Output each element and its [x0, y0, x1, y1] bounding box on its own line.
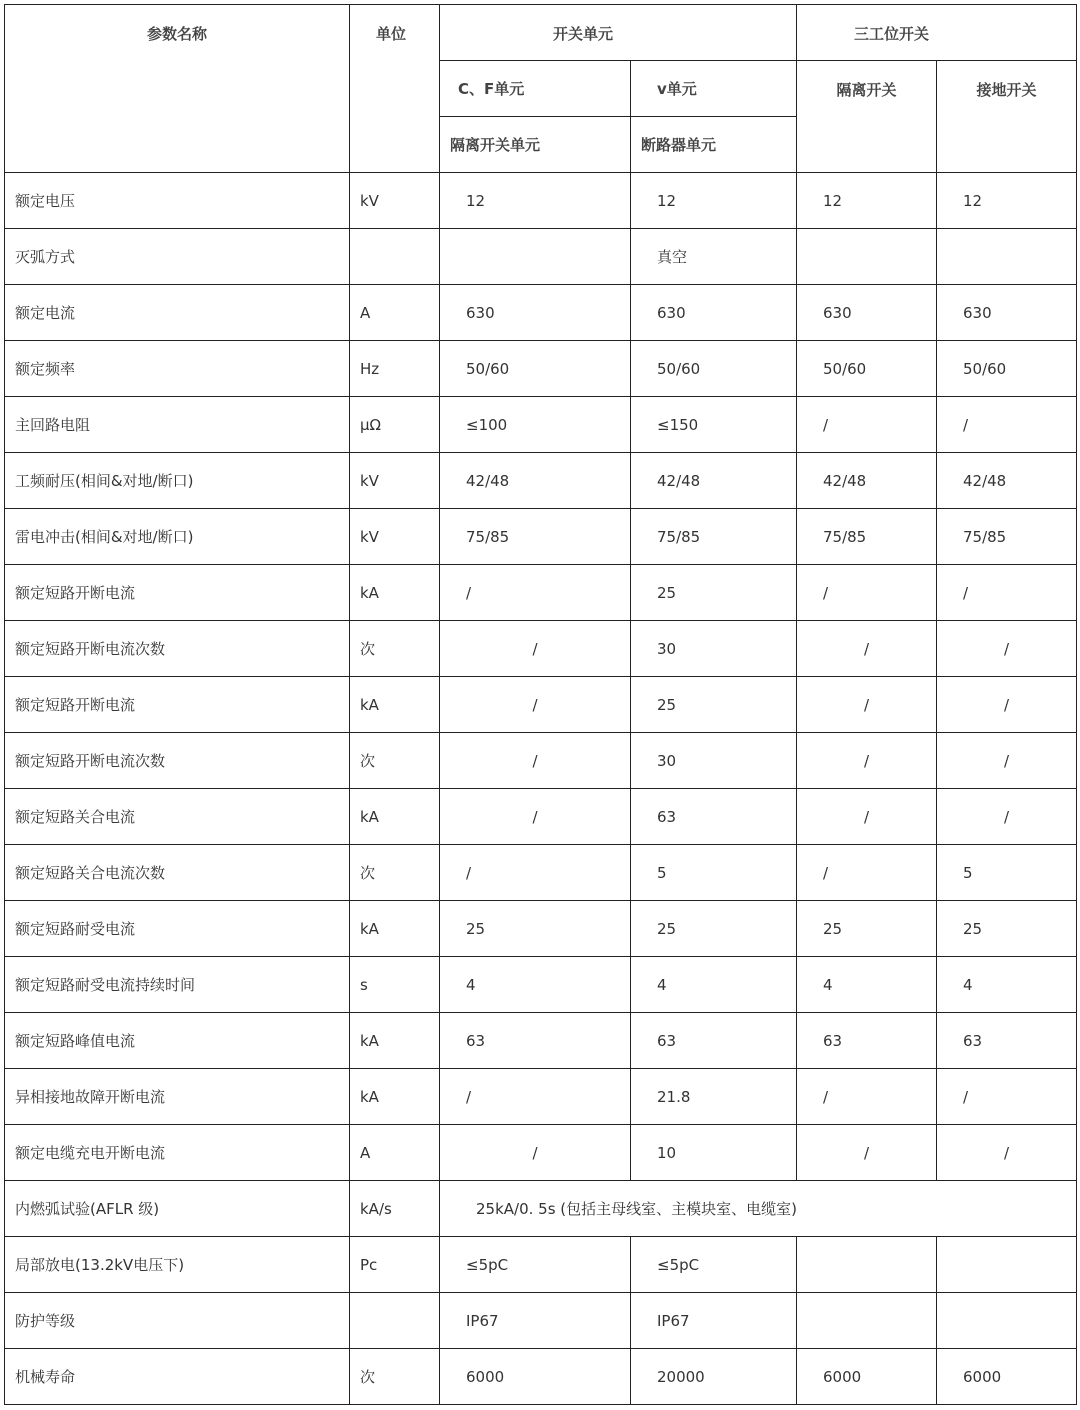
header-param-name: 参数名称: [5, 5, 350, 173]
row-isolator-value: /: [797, 789, 937, 845]
row-unit: μΩ: [350, 397, 440, 453]
table-row: [5, 397, 1077, 453]
row-v-value: 30: [631, 733, 797, 789]
row-earthing-value: /: [937, 789, 1077, 845]
table-row: [5, 173, 1077, 229]
header-earthing-switch: 接地开关: [937, 61, 1077, 173]
table-row: [5, 957, 1077, 1013]
table-row: [5, 901, 1077, 957]
row-parameter-name: 灭弧方式: [5, 229, 350, 285]
row-cf-value: /: [440, 1069, 631, 1125]
table-row: [5, 1013, 1077, 1069]
row-cf-value: 630: [440, 285, 631, 341]
row-unit: A: [350, 285, 440, 341]
table-row: [5, 1181, 1077, 1237]
row-isolator-value: /: [797, 565, 937, 621]
row-unit: [350, 229, 440, 285]
table-row: [5, 1237, 1077, 1293]
row-unit: 次: [350, 621, 440, 677]
table-row: [5, 1069, 1077, 1125]
table-row: [5, 341, 1077, 397]
row-cf-value: ≤100: [440, 397, 631, 453]
row-cf-value: ≤5pC: [440, 1237, 631, 1293]
row-isolator-value: 630: [797, 285, 937, 341]
row-v-value: 30: [631, 621, 797, 677]
row-isolator-value: 4: [797, 957, 937, 1013]
row-parameter-name: 主回路电阻: [5, 397, 350, 453]
row-isolator-value: 63: [797, 1013, 937, 1069]
row-unit: A: [350, 1125, 440, 1181]
row-isolator-value: 6000: [797, 1349, 937, 1405]
table-row: [5, 845, 1077, 901]
row-isolator-value: 12: [797, 173, 937, 229]
row-earthing-value: /: [937, 397, 1077, 453]
row-earthing-value: 25: [937, 901, 1077, 957]
row-earthing-value: 630: [937, 285, 1077, 341]
row-unit: kA: [350, 901, 440, 957]
row-unit: kV: [350, 173, 440, 229]
row-unit: kA/s: [350, 1181, 440, 1237]
row-earthing-value: [937, 1293, 1077, 1349]
row-cf-value: 50/60: [440, 341, 631, 397]
row-cf-value: [440, 229, 631, 285]
table-row: [5, 565, 1077, 621]
row-unit: kA: [350, 677, 440, 733]
row-unit: kA: [350, 565, 440, 621]
row-v-value: 20000: [631, 1349, 797, 1405]
row-unit: 次: [350, 845, 440, 901]
row-v-value: 25: [631, 565, 797, 621]
row-isolator-value: /: [797, 1069, 937, 1125]
row-earthing-value: 42/48: [937, 453, 1077, 509]
row-unit: kV: [350, 509, 440, 565]
row-v-value: 21.8: [631, 1069, 797, 1125]
row-earthing-value: /: [937, 677, 1077, 733]
row-cf-value: 42/48: [440, 453, 631, 509]
row-v-value: ≤5pC: [631, 1237, 797, 1293]
row-parameter-name: 局部放电(13.2kV电压下): [5, 1237, 350, 1293]
row-cf-value: 63: [440, 1013, 631, 1069]
row-unit: kA: [350, 1069, 440, 1125]
row-parameter-name: 额定短路峰值电流: [5, 1013, 350, 1069]
row-v-value: 630: [631, 285, 797, 341]
row-unit: kA: [350, 789, 440, 845]
row-merged-value: 25kA/0. 5s (包括主母线室、主模块室、电缆室): [440, 1181, 1077, 1237]
row-earthing-value: /: [937, 1069, 1077, 1125]
row-v-value: 真空: [631, 229, 797, 285]
row-isolator-value: /: [797, 845, 937, 901]
row-parameter-name: 额定短路开断电流: [5, 565, 350, 621]
row-unit: 次: [350, 733, 440, 789]
row-unit: kA: [350, 1013, 440, 1069]
row-cf-value: /: [440, 733, 631, 789]
header-v-unit: v单元: [631, 61, 797, 117]
table-row: [5, 1293, 1077, 1349]
row-v-value: 25: [631, 677, 797, 733]
row-cf-value: /: [440, 565, 631, 621]
row-parameter-name: 防护等级: [5, 1293, 350, 1349]
row-cf-value: /: [440, 845, 631, 901]
row-earthing-value: 6000: [937, 1349, 1077, 1405]
row-unit: Hz: [350, 341, 440, 397]
row-isolator-value: /: [797, 677, 937, 733]
row-isolator-value: [797, 229, 937, 285]
row-isolator-value: /: [797, 397, 937, 453]
row-isolator-value: 42/48: [797, 453, 937, 509]
row-v-value: 5: [631, 845, 797, 901]
table-row: [5, 677, 1077, 733]
row-v-value: 42/48: [631, 453, 797, 509]
row-earthing-value: 50/60: [937, 341, 1077, 397]
table-row: [5, 733, 1077, 789]
row-cf-value: /: [440, 621, 631, 677]
row-isolator-value: /: [797, 621, 937, 677]
row-cf-value: 12: [440, 173, 631, 229]
row-earthing-value: [937, 1237, 1077, 1293]
row-v-value: IP67: [631, 1293, 797, 1349]
row-cf-value: 25: [440, 901, 631, 957]
row-isolator-value: 75/85: [797, 509, 937, 565]
row-cf-value: 6000: [440, 1349, 631, 1405]
row-earthing-value: 12: [937, 173, 1077, 229]
row-isolator-value: /: [797, 733, 937, 789]
row-parameter-name: 雷电冲击(相间&对地/断口): [5, 509, 350, 565]
row-parameter-name: 额定短路耐受电流: [5, 901, 350, 957]
row-parameter-name: 机械寿命: [5, 1349, 350, 1405]
header-isolator-unit: 隔离开关单元: [440, 117, 631, 173]
row-earthing-value: 75/85: [937, 509, 1077, 565]
row-unit: kV: [350, 453, 440, 509]
table-row: [5, 789, 1077, 845]
row-earthing-value: /: [937, 733, 1077, 789]
row-earthing-value: [937, 229, 1077, 285]
table-row: [5, 1125, 1077, 1181]
row-v-value: 75/85: [631, 509, 797, 565]
row-v-value: 25: [631, 901, 797, 957]
row-unit: Pc: [350, 1237, 440, 1293]
header-three-position-switch: 三工位开关: [797, 5, 1077, 61]
row-v-value: 63: [631, 789, 797, 845]
row-parameter-name: 额定短路关合电流次数: [5, 845, 350, 901]
row-earthing-value: 4: [937, 957, 1077, 1013]
table-row: [5, 453, 1077, 509]
row-parameter-name: 额定短路开断电流: [5, 677, 350, 733]
header-cf-unit: C、F单元: [440, 61, 631, 117]
row-isolator-value: 50/60: [797, 341, 937, 397]
row-parameter-name: 额定短路开断电流次数: [5, 621, 350, 677]
row-parameter-name: 额定短路开断电流次数: [5, 733, 350, 789]
table-row: [5, 229, 1077, 285]
table-row: [5, 285, 1077, 341]
row-v-value: 50/60: [631, 341, 797, 397]
row-isolator-value: [797, 1293, 937, 1349]
row-parameter-name: 额定电压: [5, 173, 350, 229]
row-earthing-value: /: [937, 565, 1077, 621]
row-isolator-value: /: [797, 1125, 937, 1181]
row-parameter-name: 额定短路关合电流: [5, 789, 350, 845]
row-v-value: 4: [631, 957, 797, 1013]
table-row: [5, 509, 1077, 565]
row-v-value: 63: [631, 1013, 797, 1069]
row-earthing-value: 5: [937, 845, 1077, 901]
table-row: [5, 1349, 1077, 1405]
row-v-value: 12: [631, 173, 797, 229]
row-earthing-value: /: [937, 1125, 1077, 1181]
row-unit: 次: [350, 1349, 440, 1405]
row-cf-value: /: [440, 789, 631, 845]
header-breaker-unit: 断路器单元: [631, 117, 797, 173]
parameter-table: [4, 4, 1077, 1405]
row-v-value: ≤150: [631, 397, 797, 453]
row-parameter-name: 额定频率: [5, 341, 350, 397]
row-isolator-value: [797, 1237, 937, 1293]
header-switch-unit: 开关单元: [440, 5, 797, 61]
row-unit: [350, 1293, 440, 1349]
row-cf-value: IP67: [440, 1293, 631, 1349]
row-parameter-name: 额定短路耐受电流持续时间: [5, 957, 350, 1013]
row-isolator-value: 25: [797, 901, 937, 957]
header-isolator: 隔离开关: [797, 61, 937, 173]
row-earthing-value: /: [937, 621, 1077, 677]
row-parameter-name: 额定电缆充电开断电流: [5, 1125, 350, 1181]
row-v-value: 10: [631, 1125, 797, 1181]
row-cf-value: /: [440, 1125, 631, 1181]
row-earthing-value: 63: [937, 1013, 1077, 1069]
row-parameter-name: 工频耐压(相间&对地/断口): [5, 453, 350, 509]
row-cf-value: /: [440, 677, 631, 733]
row-cf-value: 4: [440, 957, 631, 1013]
header-unit: 单位: [350, 5, 440, 173]
row-parameter-name: 额定电流: [5, 285, 350, 341]
row-cf-value: 75/85: [440, 509, 631, 565]
table-row: [5, 621, 1077, 677]
row-parameter-name: 内燃弧试验(AFLR 级): [5, 1181, 350, 1237]
row-parameter-name: 异相接地故障开断电流: [5, 1069, 350, 1125]
row-unit: s: [350, 957, 440, 1013]
